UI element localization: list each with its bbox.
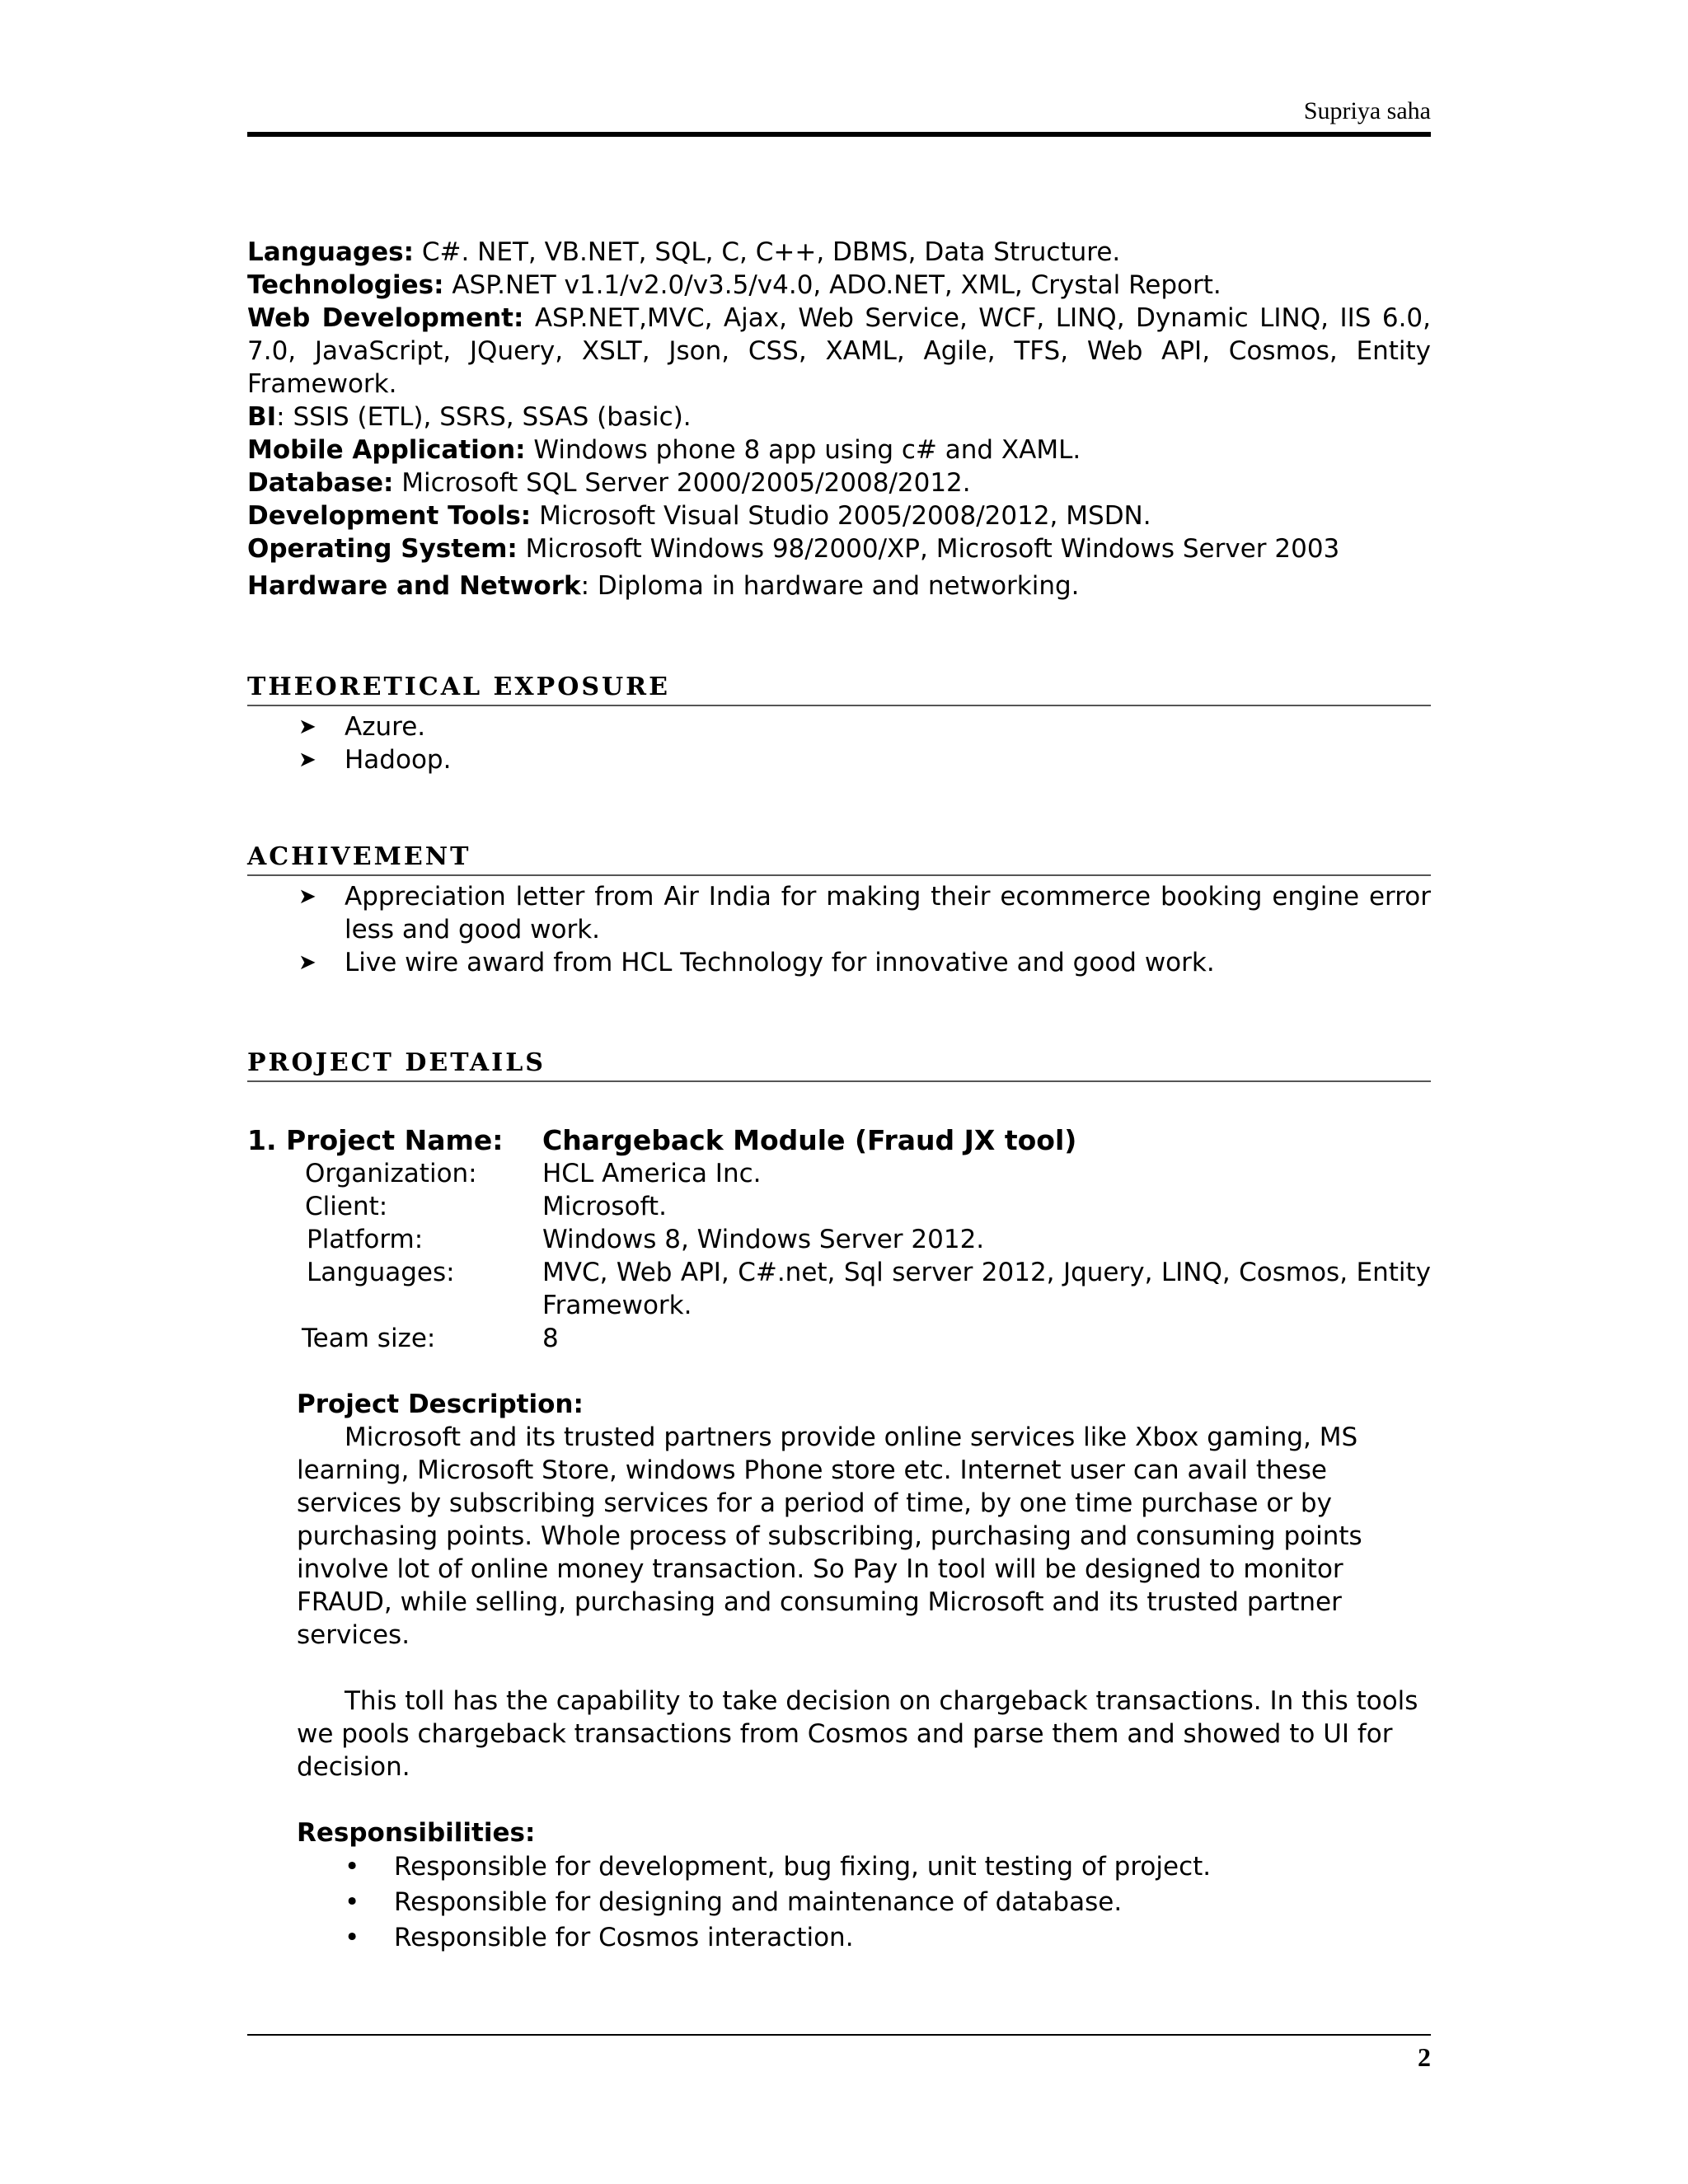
skill-value: : SSIS (ETL), SSRS, SSAS (basic).	[276, 402, 692, 432]
bullet-dot-icon: •	[345, 1852, 360, 1882]
languages-label: Languages:	[307, 1258, 455, 1287]
list-item-text: Azure.	[345, 712, 426, 742]
platform-value: Windows 8, Windows Server 2012.	[542, 1225, 985, 1254]
list-item	[247, 880, 1431, 946]
description-title: Project Description:	[297, 1390, 584, 1419]
list-item-text: Hadoop.	[345, 745, 452, 775]
languages-value: MVC, Web API, C#.net, Sql server 2012, Jquery, LINQ, Cosmos, Entity Framework.	[542, 1258, 1431, 1320]
client-label: Client:	[305, 1192, 388, 1221]
skill-hardware	[247, 569, 1431, 602]
team-size-row	[247, 1322, 1431, 1355]
responsibilities-list	[297, 1849, 1431, 1956]
footer-rule	[247, 2034, 1431, 2036]
skills-block	[247, 236, 1431, 602]
skill-label: BI	[247, 402, 277, 432]
theoretical-list	[247, 710, 1431, 776]
skill-technologies	[247, 269, 1431, 302]
skill-value: : Diploma in hardware and networking.	[580, 571, 1080, 601]
organization-row	[247, 1157, 1431, 1190]
bullet-dot-icon: •	[345, 1923, 360, 1952]
skill-label: Hardware and Network	[247, 571, 581, 601]
skill-label: Development Tools:	[247, 501, 532, 531]
skill-value: Microsoft Visual Studio 2005/2008/2012, MSDN.	[531, 501, 1151, 531]
list-item-text: Appreciation letter from Air India for making their ecommerce booking engine error less and good work.	[345, 882, 1431, 944]
skill-languages	[247, 236, 1431, 269]
list-item	[247, 946, 1431, 979]
skill-value: ASP.NET,MVC, Ajax, Web Service, WCF, LINQ, Dynamic LINQ, IIS 6.0, 7.0, JavaScript, JQuery, XSLT, Json, CSS, XAML, Agile, TFS, Web API, Cosmos, Entity Framework.	[247, 303, 1432, 399]
achievement-list	[247, 880, 1431, 979]
skill-label: Technologies:	[247, 270, 444, 300]
client-value: Microsoft.	[542, 1192, 667, 1221]
page-number: 2	[1418, 2042, 1431, 2072]
languages-row	[247, 1256, 1431, 1322]
organization-label: Organization:	[305, 1159, 477, 1188]
skill-label: Web Development:	[247, 303, 524, 333]
skill-os	[247, 532, 1431, 565]
skill-bi	[247, 401, 1431, 434]
skill-value: Microsoft Windows 98/2000/XP, Microsoft Windows Server 2003	[517, 534, 1340, 564]
description-paragraph-1: Microsoft and its trusted partners provide online services like Xbox gaming, MS learning, Microsoft Store, windows Phone store etc. Internet user can avail these services by subscribing services for a period of time, by one time purchase or by purchasing points. Whole process of subscribing, purchasing and consuming points involve lot of online money transaction. So Pay In tool will be designed to monitor FRAUD, while selling, purchasing and consuming Microsoft and its trusted partner services.	[297, 1422, 1362, 1650]
list-item	[247, 743, 1431, 776]
skill-label: Languages:	[247, 237, 414, 267]
responsibilities-title: Responsibilities:	[297, 1818, 536, 1848]
list-item	[297, 1885, 1431, 1920]
organization-value: HCL America Inc.	[542, 1159, 762, 1188]
header-name: Supriya saha	[1303, 97, 1431, 124]
skill-mobile	[247, 434, 1431, 466]
skill-label: Operating System:	[247, 534, 518, 564]
arrow-bullet-icon: ➤	[298, 950, 316, 975]
platform-row	[247, 1223, 1431, 1256]
project-description	[297, 1388, 1431, 1956]
team-size-value: 8	[542, 1324, 559, 1353]
list-item-text: Responsible for development, bug fixing, unit testing of project.	[394, 1852, 1212, 1882]
list-item	[297, 1920, 1431, 1956]
project-name-row	[247, 1124, 1431, 1157]
project-details-heading: PROJECT DETAILS	[247, 1048, 1431, 1082]
arrow-bullet-icon: ➤	[298, 884, 316, 909]
project-name-value: Chargeback Module (Fraud JX tool)	[542, 1124, 1077, 1156]
skill-web-development	[247, 302, 1431, 401]
achievement-heading: ACHIVEMENT	[247, 842, 1431, 876]
list-item-text: Live wire award from HCL Technology for innovative and good work.	[345, 948, 1215, 977]
description-paragraph-2: This toll has the capability to take decision on chargeback transactions. In this tools we pools chargeback transactions from Cosmos and parse them and showed to UI for decision.	[297, 1686, 1418, 1782]
skill-label: Mobile Application:	[247, 435, 526, 465]
client-row	[247, 1190, 1431, 1223]
header-rule	[247, 132, 1431, 137]
team-size-label: Team size:	[302, 1324, 436, 1353]
list-item-text: Responsible for designing and maintenance of database.	[394, 1887, 1123, 1917]
theoretical-exposure-heading: THEORETICAL EXPOSURE	[247, 673, 1431, 706]
skill-database	[247, 466, 1431, 499]
list-item	[247, 710, 1431, 743]
platform-label: Platform:	[307, 1225, 424, 1254]
list-item-text: Responsible for Cosmos interaction.	[394, 1923, 854, 1952]
skill-value: ASP.NET v1.1/v2.0/v3.5/v4.0, ADO.NET, XML, Crystal Report.	[443, 270, 1221, 300]
list-item	[297, 1849, 1431, 1885]
skill-value: C#. NET, VB.NET, SQL, C, C++, DBMS, Data Structure.	[413, 237, 1121, 267]
skill-value: Microsoft SQL Server 2000/2005/2008/2012.	[393, 468, 971, 498]
skill-label: Database:	[247, 468, 394, 498]
skill-dev-tools	[247, 499, 1431, 532]
skill-value: Windows phone 8 app using c# and XAML.	[525, 435, 1081, 465]
project-name-label: 1. Project Name:	[247, 1124, 504, 1156]
bullet-dot-icon: •	[345, 1887, 360, 1917]
arrow-bullet-icon: ➤	[298, 748, 316, 772]
arrow-bullet-icon: ➤	[298, 715, 316, 739]
project-info	[247, 1124, 1431, 1355]
